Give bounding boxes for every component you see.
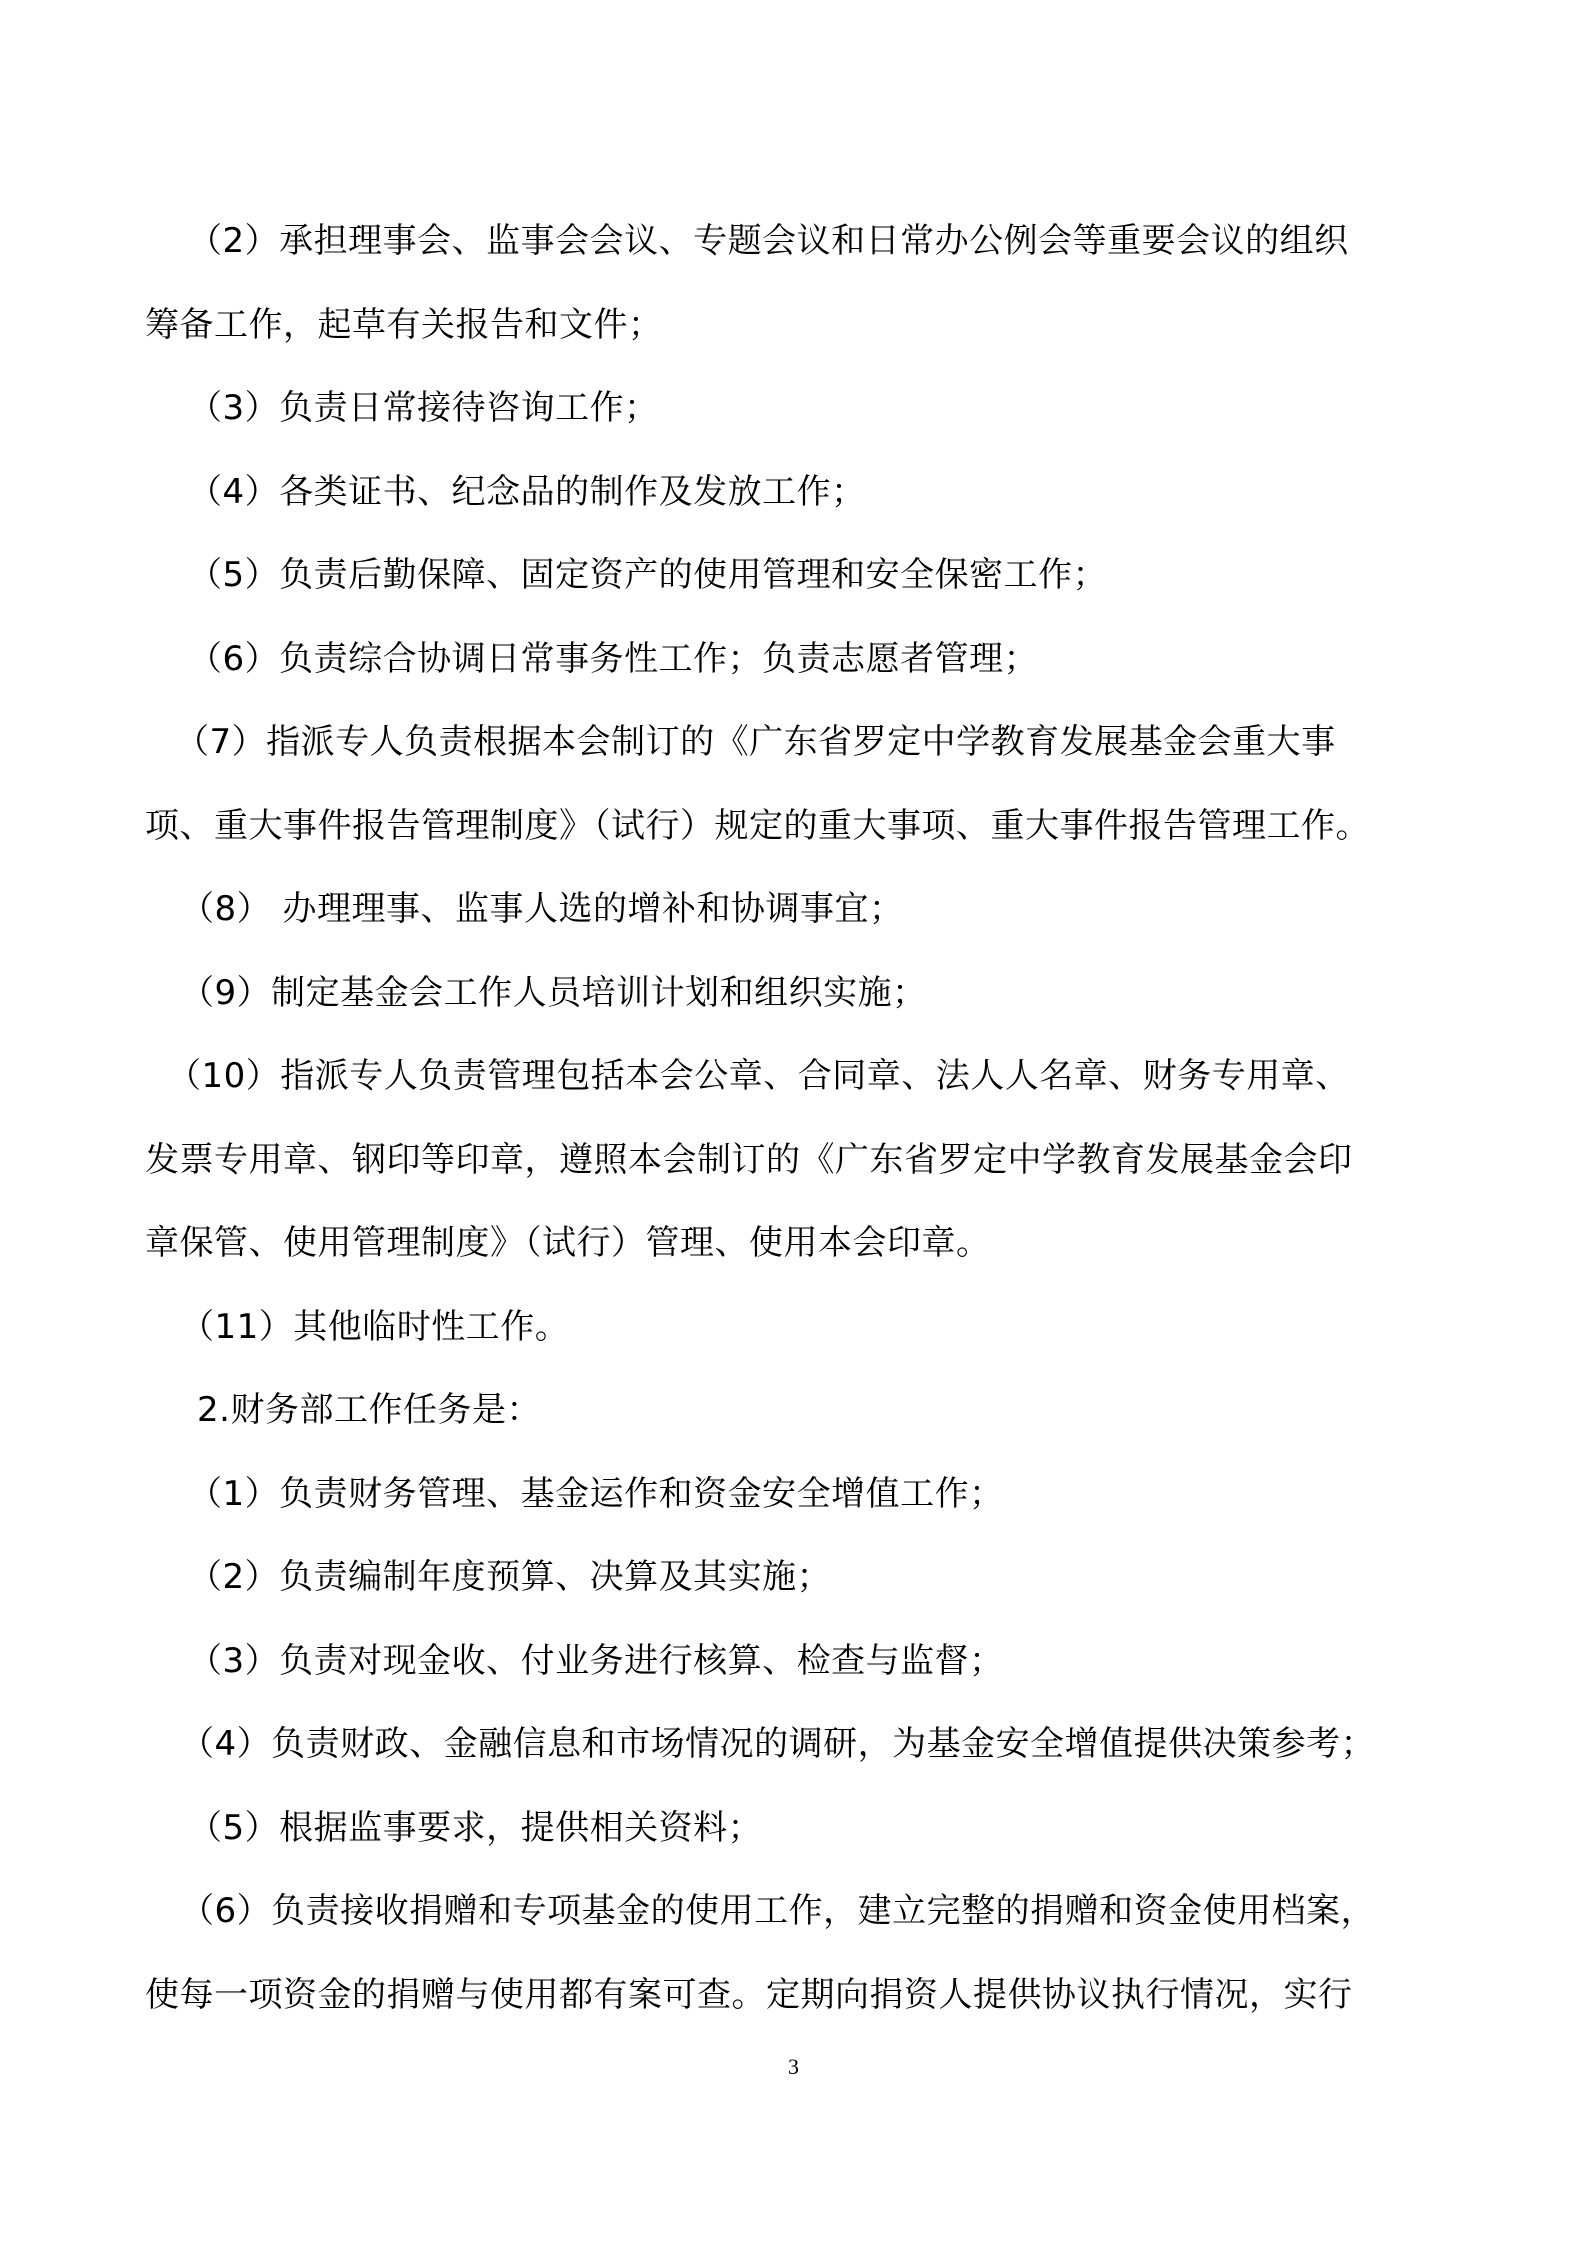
text-line: （7）指派专人负责根据本会制订的《广东省罗定中学教育发展基金会重大事 xyxy=(175,722,1336,762)
text-line: （3）负责对现金收、付业务进行核算、检查与监督； xyxy=(188,1640,1004,1681)
text-line: （1）负责财务管理、基金运作和资金安全增值工作； xyxy=(188,1473,1004,1514)
text-line: 筹备工作，起草有关报告和文件； xyxy=(145,304,663,345)
text-line: （3）负责日常接待咨询工作； xyxy=(188,388,659,428)
text-line: （10）指派专人负责管理包括本会公章、合同章、法人人名章、财务专用章、 xyxy=(167,1056,1350,1096)
text-line: 章保管、使用管理制度》（试行）管理、使用本会印章。 xyxy=(145,1223,991,1263)
text-line: （5）根据监事要求，提供相关资料； xyxy=(188,1807,763,1848)
section-heading: 2.财务部工作任务是： xyxy=(197,1390,541,1430)
text-line: （4）负责财政、金融信息和市场情况的调研，为基金安全增值提供决策参考； xyxy=(180,1724,1376,1764)
page-number: 3 xyxy=(788,2054,799,2079)
text-line: 项、重大事件报告管理制度》（试行）规定的重大事项、重大事件报告管理工作。 xyxy=(145,805,1370,846)
text-line: （6）负责接收捐赠和专项基金的使用工作，建立完整的捐赠和资金使用档案， xyxy=(180,1891,1376,1931)
text-line: （2）承担理事会、监事会会议、专题会议和日常办公例会等重要会议的组织 xyxy=(188,221,1349,261)
text-line: 发票专用章、钢印等印章，遵照本会制订的《广东省罗定中学教育发展基金会印 xyxy=(145,1139,1353,1180)
text-line: （6）负责综合协调日常事务性工作；负责志愿者管理； xyxy=(188,638,1039,679)
text-line: （4）各类证书、纪念品的制作及发放工作； xyxy=(188,471,866,512)
text-line: 使每一项资金的捐赠与使用都有案可查。定期向捐资人提供协议执行情况，实行 xyxy=(145,1974,1353,2015)
text-line: （11）其他临时性工作。 xyxy=(180,1306,570,1347)
document-body xyxy=(145,200,1455,2037)
text-line: （8） 办理理事、监事人选的增补和协调事宜； xyxy=(180,889,904,929)
text-line: （5）负责后勤保障、固定资产的使用管理和安全保密工作； xyxy=(188,555,1108,595)
text-line: （2）负责编制年度预算、决算及其实施； xyxy=(188,1557,832,1597)
text-line: （9）制定基金会工作人员培训计划和组织实施； xyxy=(180,972,927,1013)
